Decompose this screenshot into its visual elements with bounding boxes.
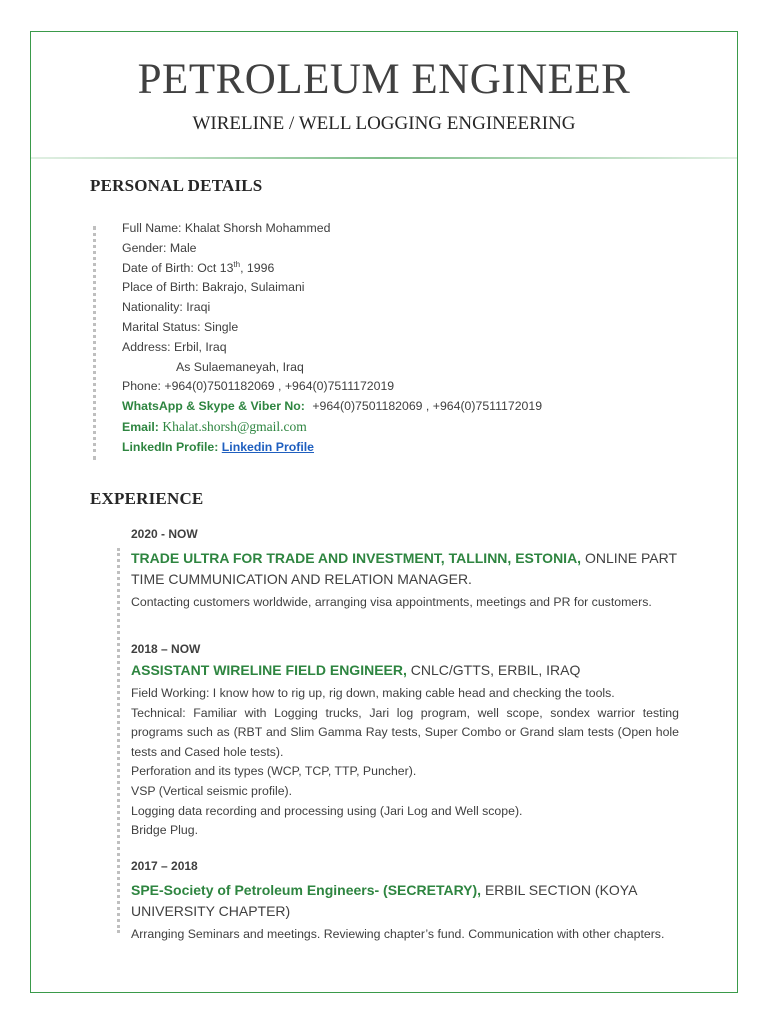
job-role: CNLC/GTTS, ERBIL, IRAQ [406,662,581,678]
job-role: ERBIL SECTION (KOYA UNIVERSITY CHAPTER) [131,882,637,919]
marital-row [122,318,722,338]
email-label: Email: [122,419,159,434]
full-name-row [122,219,722,239]
job-date: 2017 – 2018 [131,859,198,873]
whatsapp-value: +964(0)7501182069 , +964(0)7511172019 [312,399,543,414]
email-row [122,417,722,438]
job-title [131,880,679,922]
nationality-label: Nationality: [122,300,183,315]
job-description [131,684,679,841]
job-entry [131,641,679,841]
personal-details [122,219,722,458]
dob-row [122,259,722,279]
dob-day: Oct 13 [197,260,234,275]
job-description-line: Technical: Familiar with Logging trucks, Jari log program, well scope, sondex warrior testing programs such as (RBT and Slim Gamma Ray tests, Super Combo or Grand slam tests (Open hole tests and Cased hole tests). [131,705,679,759]
email-value[interactable]: Khalat.shorsh@gmail.com [162,418,307,434]
nationality-row [122,298,722,318]
address-row [122,338,722,358]
job-date: 2018 – NOW [131,642,201,656]
dob-year: , 1996 [240,260,275,275]
phone-row [122,377,722,397]
nationality-value: Iraqi [186,300,211,315]
job-description-line: VSP (Vertical seismic profile). [131,783,293,798]
job-description-line: Contacting customers worldwide, arranging visa appointments, meetings and PR for customers. [131,595,652,609]
pob-row [122,278,722,298]
whatsapp-row [122,397,722,417]
marital-value: Single [204,319,239,334]
dob-suffix: th [233,259,241,269]
job-entry [131,858,679,945]
header-divider [31,157,737,159]
job-description-line: Bridge Plug. [131,823,198,838]
full-name-value: Khalat Shorsh Mohammed [184,221,331,235]
marital-label: Marital Status: [122,319,201,334]
gender-label: Gender: [122,240,167,255]
job-description-line: Perforation and its types (WCP, TCP, TTP, Puncher). [131,764,417,779]
whatsapp-label: WhatsApp & Skype & Viber No: [122,399,305,414]
job-date: 2020 - NOW [131,527,198,541]
job-org: SPE-Society of Petroleum Engineers- (SECRETARY), [131,882,482,898]
job-description-line: Arranging Seminars and meetings. Reviewing chapter’s fund. Communication with other chapters. [131,927,665,941]
phone-value: +964(0)7501182069 , +964(0)7511172019 [164,379,395,394]
linkedin-label: LinkedIn Profile: [122,439,219,454]
page-title: PETROLEUM ENGINEER [137,56,631,103]
job-title [131,548,679,590]
linkedin-link[interactable]: Linkedin Profile [221,439,315,454]
experience-bar [117,548,120,933]
dob-value [197,261,274,275]
page-subtitle: WIRELINE / WELL LOGGING ENGINEERING [192,113,576,134]
job-org: TRADE ULTRA FOR TRADE AND INVESTMENT, TALLINN, ESTONIA, [131,550,582,566]
job-role: ONLINE PART TIME CUMMUNICATION AND RELATION MANAGER. [131,550,677,587]
dob-label: Date of Birth: [122,260,194,275]
job-description-line: Logging data recording and processing using (Jari Log and Well scope). [131,803,523,818]
address-line2: As Sulaemaneyah, Iraq [176,359,304,374]
address-label: Address: [122,339,171,354]
job-description [131,593,679,613]
gender-value: Male [169,240,197,255]
job-org: ASSISTANT WIRELINE FIELD ENGINEER, [131,662,407,678]
gender-row [122,239,722,259]
personal-details-bar [93,226,96,460]
pob-label: Place of Birth: [122,280,199,295]
linkedin-row [122,438,722,458]
address-line1: Erbil, Iraq [173,339,227,354]
job-entry [131,526,679,613]
job-description-line: Field Working: I know how to rig up, rig down, making cable head and checking the tools. [131,686,615,700]
job-description [131,925,679,945]
pob-value: Bakrajo, Sulaimani [201,280,305,295]
personal-details-heading: PERSONAL DETAILS [90,176,263,195]
full-name-label: Full Name: [122,221,182,235]
experience-heading: EXPERIENCE [90,489,204,508]
phone-label: Phone: [122,379,161,394]
job-title [131,660,679,681]
